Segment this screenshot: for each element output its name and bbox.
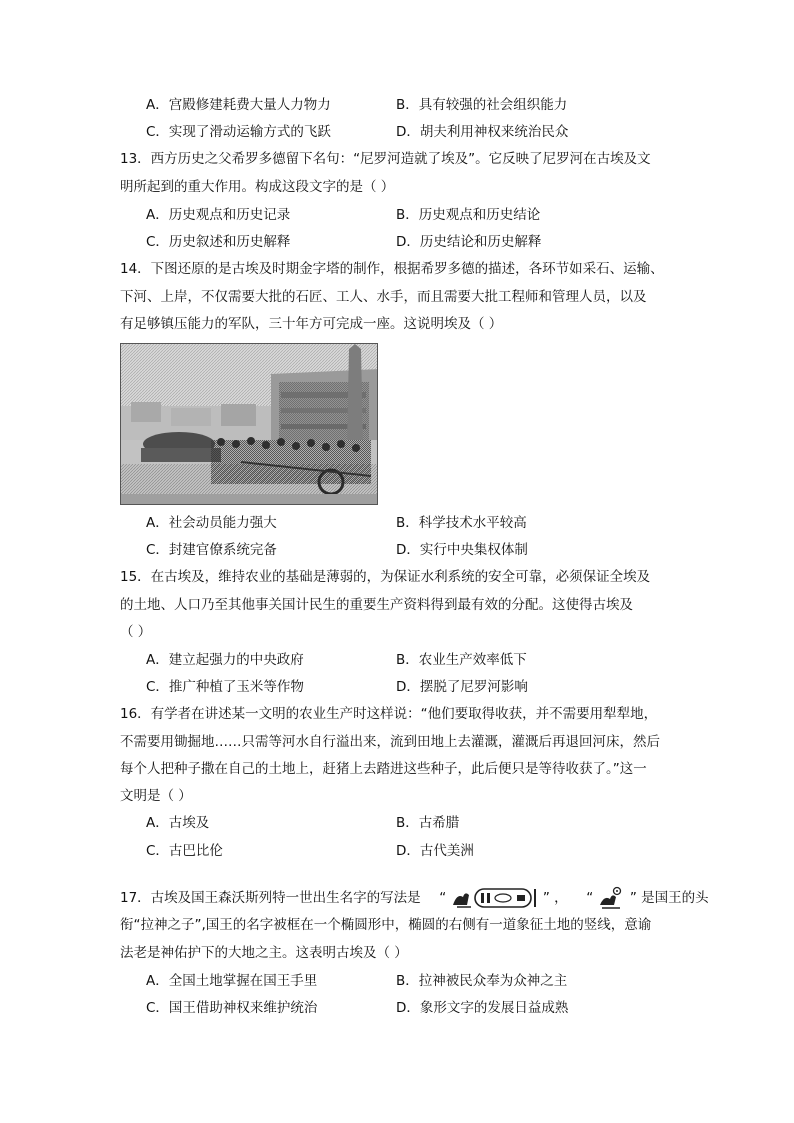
q17-option-d: D．象形文字的发展日益成熟 (396, 1000, 569, 1016)
quote-open-1: “ (439, 890, 447, 906)
q15-stem-line-1: 15．在古埃及，维持农业的基础是薄弱的，为保证水利系统的安全可靠，必须保证全埃及 (120, 569, 651, 585)
q15-option-d: D．摆脱了尼罗河影响 (396, 679, 528, 695)
q12-option-b: B．具有较强的社会组织能力 (396, 97, 568, 113)
q13-option-c: C．历史叙述和历史解释 (146, 234, 291, 250)
q14-stem-line-1: 14．下图还原的是古埃及时期金字塔的制作，根据希罗多德的描述，各环节如采石、运输、 (120, 261, 664, 277)
q16-option-d: D．古代美洲 (396, 843, 474, 859)
q16-option-a: A．古埃及 (146, 815, 210, 831)
q16-option-c: C．古巴比伦 (146, 843, 223, 859)
comma: ， (554, 890, 568, 906)
q17-stem-text-a: 17．古埃及国王森沃斯列特一世出生名字的写法是 (120, 890, 421, 906)
q17-stem-line-2: 衔“拉神之子”,国王的名字被框在一个椭圆形中，椭圆的右侧有一道象征土地的竖线，意谕 (120, 917, 652, 933)
q17-option-b: B．拉神被民众奉为众神之主 (396, 973, 568, 989)
q13-stem-line-1: 13．西方历史之父希罗多德留下名句：“尼罗河造就了埃及”。它反映了尼罗河在古埃及文 (120, 151, 651, 167)
q15-option-b: B．农业生产效率低下 (396, 652, 527, 668)
q16-option-b: B．古希腊 (396, 815, 460, 831)
engraving-image (121, 344, 378, 505)
q14-stem-line-3: 有足够镇压能力的军队，三十年方可完成一座。这说明埃及（ ） (120, 316, 503, 332)
q14-stem-line-2: 下河、上岸，不仅需要大批的石匠、工人、水手，而且需要大批工程师和管理人员，以及 (120, 289, 647, 305)
q13-option-b: B．历史观点和历史结论 (396, 207, 541, 223)
q13-option-d: D．历史结论和历史解释 (396, 234, 542, 250)
quote-close-2: ” (629, 890, 637, 906)
duck-sun-hieroglyph-icon (598, 885, 626, 911)
pyramid-construction-illustration (120, 343, 378, 505)
q16-stem-line-1: 16．有学者在讲述某一文明的农业生产时这样说：“他们要取得收获，并不需要用犁犁地， (120, 706, 658, 722)
q15-stem-line-2: 的土地、人口乃至其他事关国计民生的重要生产资料得到最有效的分配。这使得古埃及 (120, 597, 633, 613)
quote-open-2: “ (586, 890, 594, 906)
q12-option-a: A．宫殿修建耗费大量人力物力 (146, 97, 331, 113)
q12-option-c: C．实现了滑动运输方式的飞跃 (146, 124, 331, 140)
q17-option-c: C．国王借助神权来维护统治 (146, 1000, 318, 1016)
q15-stem-line-3: （ ） (120, 624, 152, 640)
q16-stem-line-4: 文明是（ ） (120, 788, 192, 804)
q15-option-a: A．建立起强力的中央政府 (146, 652, 304, 668)
q17-option-a: A．全国土地掌握在国王手里 (146, 973, 318, 989)
q13-option-a: A．历史观点和历史记录 (146, 207, 291, 223)
q12-option-d: D．胡夫利用神权来统治民众 (396, 124, 569, 140)
q17-stem-line-1 (120, 885, 709, 911)
q14-option-b: B．科学技术水平较高 (396, 515, 527, 531)
q17-stem-text-b: 是国王的头 (641, 890, 709, 906)
q13-stem-line-2: 明所起到的重大作用。构成这段文字的是（ ） (120, 179, 395, 195)
quote-close-1: ” (542, 890, 550, 906)
q14-option-d: D．实行中央集权体制 (396, 542, 528, 558)
q16-stem-line-2: 不需要用锄掘地……只需等河水自行溢出来，流到田地上去灌溉，灌溉后再退回河床，然后 (120, 734, 660, 750)
q14-option-a: A．社会动员能力强大 (146, 515, 277, 531)
q15-option-c: C．推广种植了玉米等作物 (146, 679, 304, 695)
q16-stem-line-3: 每个人把种子撒在自己的土地上，赶猪上去踏进这些种子，此后便只是等待收获了。”这一 (120, 761, 647, 777)
q17-stem-line-3: 法老是神佑护下的大地之主。这表明古埃及（ ） (120, 945, 408, 961)
q14-option-c: C．封建官僚系统完备 (146, 542, 277, 558)
cartouche-hieroglyph-icon (451, 885, 539, 911)
